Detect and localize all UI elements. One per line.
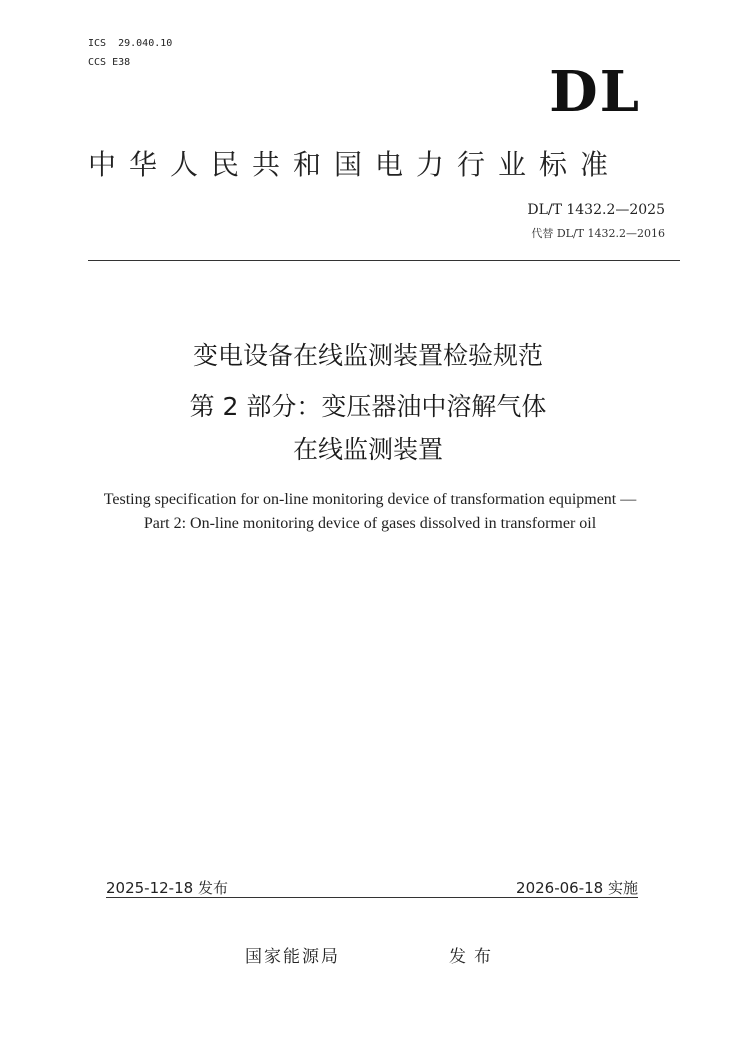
header-divider xyxy=(88,260,680,261)
title-english-line-2: Part 2: On-line monitoring device of gases dissolved in transformer oil xyxy=(143,515,597,532)
title-chinese-line-1: 变电设备在线监测装置检验规范 xyxy=(192,341,543,370)
standard-category-title: 中华人民共和国电力行业标准 xyxy=(88,148,622,181)
ics-code: ICS 29.040.10 xyxy=(88,38,173,49)
issuing-authority: 国家能源局 xyxy=(245,947,340,967)
issued-label: 发布 xyxy=(449,947,499,967)
ccs-code: CCS E38 xyxy=(88,57,131,68)
title-chinese-line-3: 在线监测装置 xyxy=(292,435,443,464)
title-chinese-line-2: 第 2 部分：变压器油中溶解气体 xyxy=(189,392,547,421)
replaces-standard: 代替 DL/T 1432.2—2016 xyxy=(531,227,665,240)
implementation-date: 2026-06-18 实施 xyxy=(516,879,638,897)
standard-number: DL/T 1432.2—2025 xyxy=(527,202,665,218)
footer-divider xyxy=(106,897,638,898)
title-english-line-1: Testing specification for on-line monitoring device of transformation equipment — xyxy=(103,491,637,508)
dl-logo: DL xyxy=(549,59,641,125)
issue-date: 2025-12-18 发布 xyxy=(106,879,228,897)
